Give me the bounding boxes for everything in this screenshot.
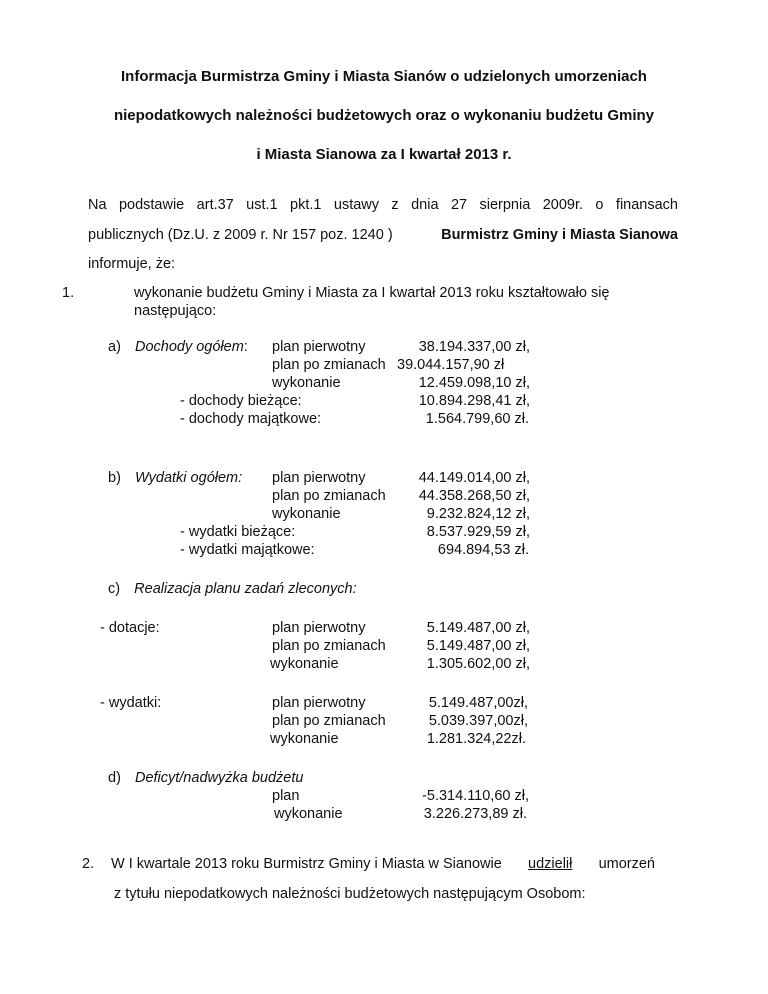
wydatki-label: - wydatki:	[100, 695, 162, 711]
section-d-label	[108, 770, 303, 787]
section-b-row-label: plan po zmianach	[272, 488, 386, 504]
section-a-prefix: a)	[108, 339, 121, 355]
dotacje-row-label: plan pierwotny	[272, 620, 366, 636]
section-d-prefix: d)	[108, 770, 121, 786]
section-b-prefix: b)	[108, 470, 121, 486]
item-1-line-1: wykonanie budżetu Gminy i Miasta za I kwartał 2013 roku kształtowało się	[134, 285, 610, 301]
wydatki-row-value: 5.039.397,00zł,	[428, 713, 528, 729]
section-b-row-value: 44.149.014,00 zł,	[418, 470, 530, 486]
item-1-line-2: następująco:	[134, 303, 217, 319]
section-a-row-value: 1.564.799,60 zł.	[425, 411, 529, 427]
section-c-prefix: c)	[108, 581, 121, 597]
section-a-row-value: 38.194.337,00 zł,	[418, 339, 530, 355]
title-line-1: Informacja Burmistrza Gminy i Miasta Sianów o udzielonych umorzeniach	[121, 68, 647, 85]
wydatki-row-label: plan pierwotny	[272, 695, 366, 711]
wydatki-row-label: wykonanie	[270, 731, 339, 747]
title-line-3: i Miasta Sianowa za I kwartał 2013 r.	[256, 146, 512, 163]
section-b-row-label: wykonanie	[272, 506, 341, 522]
intro-line-2-text: publicznych (Dz.U. z 2009 r. Nr 157 poz. 1240 )	[88, 227, 393, 243]
section-b-row-label: plan pierwotny	[272, 470, 366, 486]
section-c-title: Realizacja planu zadań zleconych:	[134, 581, 357, 597]
section-d-row-label: wykonanie	[274, 806, 343, 822]
intro-line-2-bold: Burmistrz Gminy i Miasta Sianowa	[441, 227, 678, 243]
section-d-row-label: plan	[272, 788, 300, 804]
dotacje-row-value: 5.149.487,00 zł,	[426, 620, 530, 636]
dotacje-row-label: wykonanie	[270, 656, 339, 672]
section-d-title: Deficyt/nadwyżka budżetu	[134, 770, 304, 786]
dotacje-row-label: plan po zmianach	[272, 638, 386, 654]
section-a-row-label: - dochody majątkowe:	[180, 411, 322, 427]
section-b-title: Wydatki ogółem:	[134, 470, 243, 486]
title-line-2: niepodatkowych należności budżetowych oraz o wykonaniu budżetu Gminy	[113, 107, 655, 124]
section-b-row-label: - wydatki bieżące:	[180, 524, 296, 540]
section-c-label	[108, 581, 357, 598]
section-a-row-label: wykonanie	[272, 375, 341, 391]
item-2-line-1-text: W I kwartale 2013 roku Burmistrz Gminy i Miasta w Sianowie	[111, 856, 502, 872]
item-1-number: 1.	[62, 285, 75, 301]
section-a-row-value: 10.894.298,41 zł,	[418, 393, 530, 409]
section-b-row-value: 44.358.268,50 zł,	[418, 488, 530, 504]
wydatki-row-value: 1.281.324,22zł.	[426, 731, 526, 747]
section-a-row-value: 12.459.098,10 zł,	[418, 375, 530, 391]
section-d-row-value: -5.314.110,60 zł,	[422, 788, 529, 804]
section-b-row-value: 9.232.824,12 zł,	[426, 506, 530, 522]
intro-line-3: informuje, że:	[88, 256, 176, 272]
section-b-label	[108, 470, 242, 487]
item-2-number: 2.	[82, 856, 95, 872]
section-a-row-label: plan po zmianach	[272, 357, 386, 373]
section-a-colon: :	[243, 339, 248, 355]
dotacje-row-value: 1.305.602,00 zł,	[426, 656, 530, 672]
section-a-label	[108, 339, 248, 356]
wydatki-row-label: plan po zmianach	[272, 713, 386, 729]
intro-line-2	[88, 227, 678, 244]
dotacje-label: - dotacje:	[100, 620, 160, 636]
section-b-row-value: 694.894,53 zł.	[437, 542, 529, 558]
item-2-line-1-end: umorzeń	[598, 856, 655, 872]
section-a-title: Dochody ogółem	[134, 339, 244, 355]
item-2-line-1-underlined: udzielił	[528, 856, 573, 872]
dotacje-row-value: 5.149.487,00 zł,	[426, 638, 530, 654]
item-2-line-2: z tytułu niepodatkowych należności budżetowych następującym Osobom:	[114, 886, 586, 902]
wydatki-row-value: 5.149.487,00zł,	[428, 695, 528, 711]
section-a-row-label: plan pierwotny	[272, 339, 366, 355]
section-b-row-label: - wydatki majątkowe:	[180, 542, 315, 558]
section-a-row-label: - dochody bieżące:	[180, 393, 302, 409]
section-a-row-value: 39.044.157,90 zł	[397, 357, 505, 373]
section-b-row-value: 8.537.929,59 zł,	[426, 524, 530, 540]
item-2-line-1	[111, 856, 655, 873]
section-d-row-value: 3.226.273,89 zł.	[423, 806, 527, 822]
intro-line-1: Na podstawie art.37 ust.1 pkt.1 ustawy z dnia 27 sierpnia 2009r. o finansach	[88, 197, 678, 213]
